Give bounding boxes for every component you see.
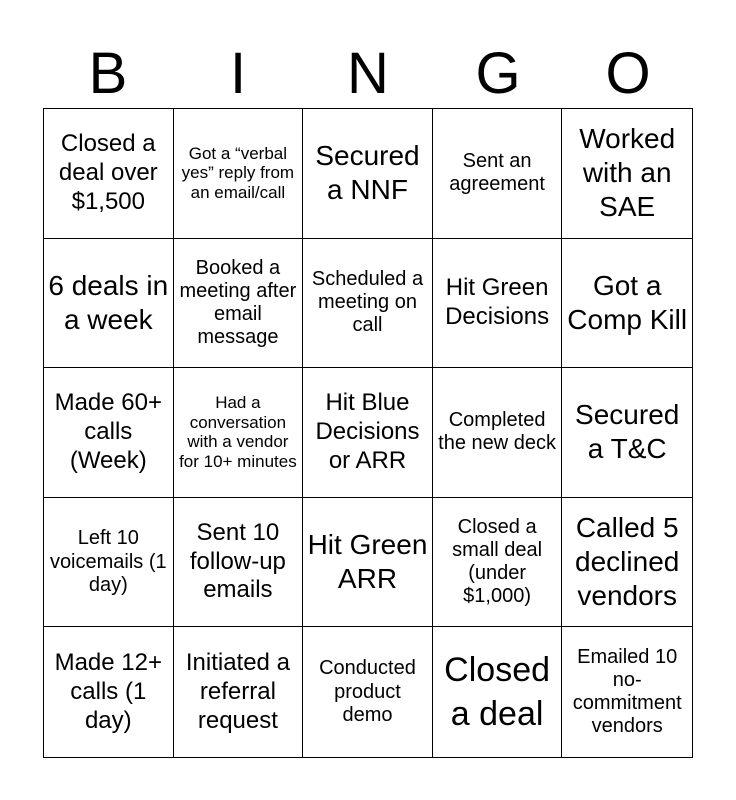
bingo-cell[interactable]: Got a “verbal yes” reply from an email/call <box>174 109 304 239</box>
bingo-cell[interactable]: Called 5 declined vendors <box>562 498 692 628</box>
bingo-cell[interactable]: Scheduled a meeting on call <box>303 239 433 369</box>
bingo-cell[interactable]: Emailed 10 no-commitment vendors <box>572 645 682 738</box>
bingo-cell[interactable]: Booked a meeting after email message <box>174 239 304 369</box>
header-letter-n: N <box>347 41 389 106</box>
bingo-cell[interactable]: Initiated a referral request <box>174 627 304 757</box>
bingo-cell[interactable]: Worked with an SAE <box>562 109 692 239</box>
header-letter-o: O <box>605 41 651 106</box>
bingo-cell[interactable]: Made 60+ calls (Week) <box>44 368 174 498</box>
bingo-cell[interactable]: Conducted product demo <box>303 627 433 757</box>
bingo-cell[interactable]: Secured a T&C <box>562 368 692 498</box>
bingo-board <box>43 108 693 758</box>
header-letter-b: B <box>88 41 128 106</box>
bingo-cell[interactable]: Had a conversation with a vendor for 10+ minutes <box>174 368 304 498</box>
bingo-cell[interactable]: Completed the new deck <box>433 368 563 498</box>
bingo-cell[interactable]: Secured a NNF <box>303 109 433 239</box>
bingo-cell[interactable]: Hit Green ARR <box>303 498 433 628</box>
bingo-cell[interactable]: Closed a small deal (under $1,000) <box>433 498 563 628</box>
bingo-cell[interactable]: Sent an agreement <box>433 109 563 239</box>
bingo-cell[interactable]: Sent 10 follow-up emails <box>174 498 304 628</box>
bingo-cell[interactable]: Closed a deal over $1,500 <box>44 109 174 239</box>
header-letter-i: I <box>229 41 247 106</box>
bingo-cell[interactable]: Made 12+ calls (1 day) <box>44 627 174 757</box>
bingo-cell[interactable]: Closed a deal <box>433 627 563 757</box>
bingo-cell[interactable]: Left 10 voicemails (1 day) <box>44 498 174 628</box>
bingo-cell[interactable]: 6 deals in a week <box>44 239 174 369</box>
bingo-header <box>43 40 693 108</box>
bingo-cell[interactable]: Got a Comp Kill <box>562 239 692 369</box>
bingo-cell[interactable]: Hit Green Decisions <box>433 239 563 369</box>
bingo-cell[interactable]: Hit Blue Decisions or ARR <box>303 368 433 498</box>
header-letter-g: G <box>475 41 521 106</box>
